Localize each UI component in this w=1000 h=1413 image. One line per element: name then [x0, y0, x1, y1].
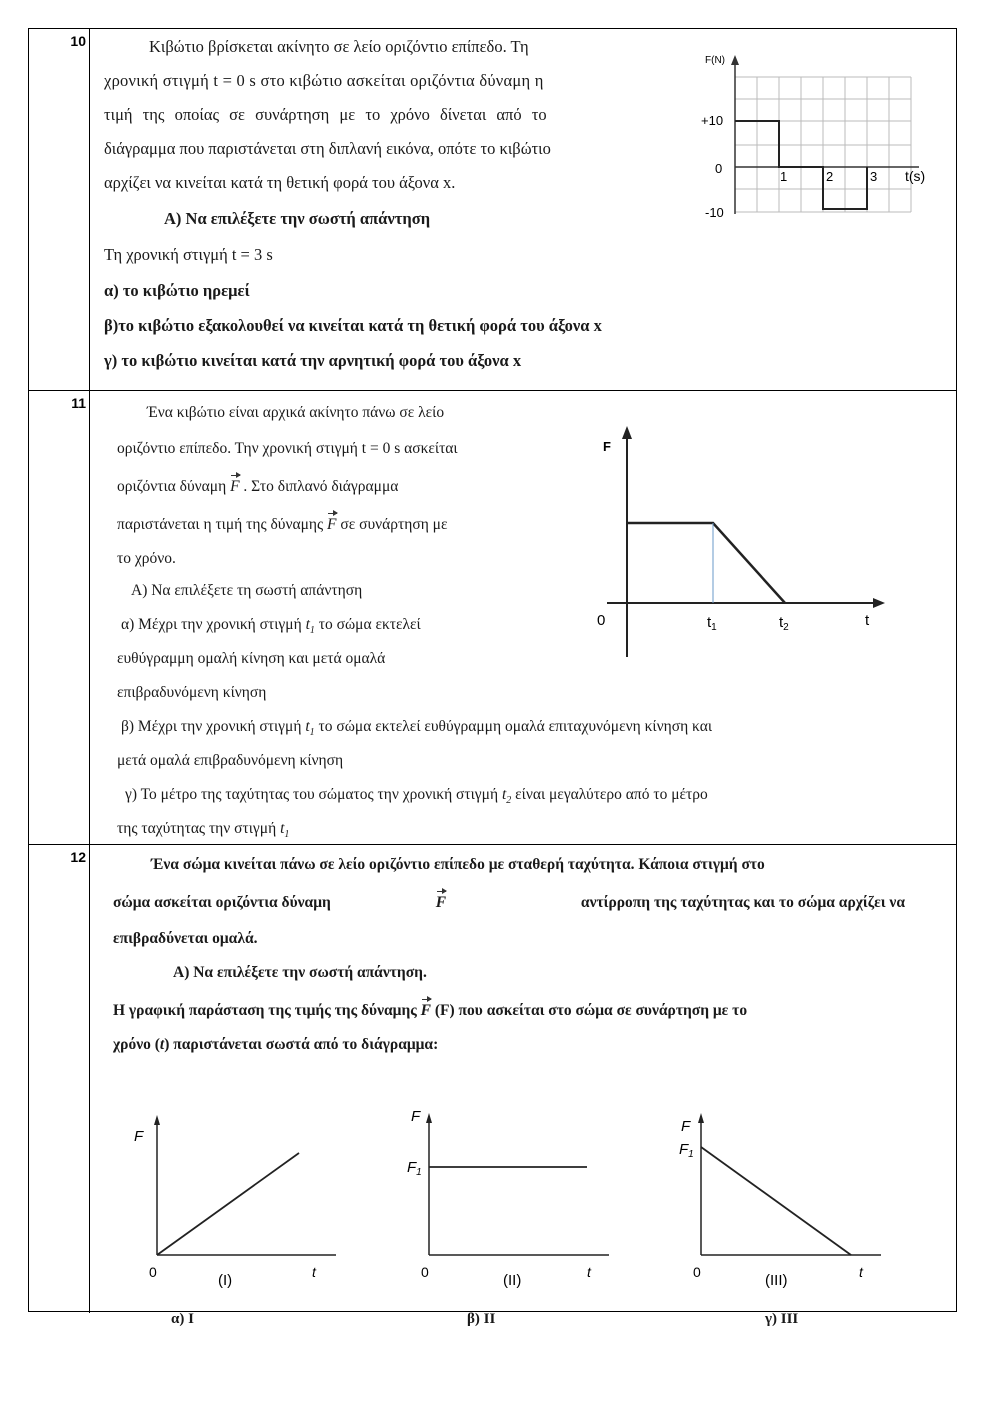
force-line: [701, 1147, 851, 1255]
q12-option-b[interactable]: β) II: [467, 1311, 496, 1327]
force-vector-symbol: F: [327, 516, 337, 533]
q12-text-line-2: σώμα ασκείται οριζόντια δύναμη F αντίρροπη της ταχύτητας και το σώμα αρχίζει να: [113, 894, 905, 911]
q12-option-a[interactable]: α) I: [171, 1311, 194, 1327]
x-axis-label: t(s): [905, 168, 926, 184]
q11-option-b[interactable]: β) Μέχρι την χρονική στιγμή $t_1$ το σώμα εκτελεί ευθύγραμμη ομαλά επιταχυνόμενη κίνηση και: [121, 718, 713, 739]
q12-text-line-3: επιβραδύνεται ομαλά.: [113, 930, 258, 947]
origin-label: 0: [149, 1264, 157, 1280]
q12-text-line-5: χρόνο (t) παριστάνεται σωστά από το διάγραμμα:: [113, 1036, 439, 1053]
y-axis-arrow: [731, 55, 739, 65]
f1-label: $F_1$: [679, 1141, 694, 1160]
force-vector-symbol: F: [420, 1002, 431, 1019]
t1-label: $t_1$: [707, 614, 717, 633]
graph-caption: (III): [765, 1272, 788, 1289]
y-axis-label: F: [411, 1108, 421, 1125]
question-10-row: [29, 29, 956, 391]
q11-option-c-line-2: της ταχύτητας την στιγμή $t_1$: [117, 820, 290, 841]
y-axis-arrow: [426, 1113, 432, 1123]
y-tick-0: 0: [715, 161, 723, 176]
question-11-row: [29, 391, 956, 845]
x-axis-label: t: [312, 1264, 316, 1280]
q11-text-line-2: οριζόντιο επίπεδο. Την χρονική στιγμή t = 0 s ασκείται: [117, 440, 458, 457]
x-axis-arrow: [873, 598, 885, 608]
q10-text-line-4: διάγραμμα που παριστάνεται στη διπλανή εικόνα, οπότε το κιβώτιο: [104, 139, 551, 158]
number-cell: [29, 391, 90, 844]
q10-text-line-2: χρονική στιγμή t = 0 s στο κιβώτιο ασκείται οριζόντια δύναμη η: [104, 71, 544, 90]
y-axis-arrow: [622, 426, 632, 439]
question-number: 10: [70, 33, 86, 49]
q11-instruction: Α) Να επιλέξετε τη σωστή απάντηση: [131, 582, 363, 599]
origin-label: 0: [421, 1264, 429, 1280]
x-axis-label: t: [587, 1264, 591, 1280]
graph-caption: (II): [503, 1272, 522, 1289]
y-axis-arrow: [698, 1113, 704, 1123]
y-axis-label: F: [681, 1118, 691, 1135]
t2-label: $t_2$: [779, 614, 789, 633]
q11-option-a-line-2: ευθύγραμμη ομαλή κίνηση και μετά ομαλά: [117, 650, 386, 667]
q10-instruction: Α) Να επιλέξετε την σωστή απάντηση: [164, 209, 431, 228]
q11-option-c[interactable]: γ) Το μέτρο της ταχύτητας του σώματος την χρονική στιγμή $t_2$ είναι μεγαλύτερο από το μέτρο: [125, 786, 708, 807]
force-line: [627, 523, 785, 603]
number-cell: [29, 29, 90, 390]
y-tick-minus10: -10: [705, 205, 724, 219]
q12-option-c[interactable]: γ) III: [765, 1311, 799, 1327]
y-axis-arrow: [154, 1115, 160, 1125]
q11-text-line-3: οριζόντια δύναμη F . Στο διπλανό διάγραμμα: [117, 478, 399, 495]
q12-graph-II: [397, 1097, 637, 1297]
graph-caption: (I): [218, 1272, 233, 1289]
x-axis-label: t: [859, 1264, 863, 1280]
y-axis-label: F: [603, 439, 611, 454]
y-tick-plus10: +10: [701, 113, 724, 128]
x-tick-3: 3: [870, 169, 878, 184]
q11-text-line-1: Ένα κιβώτιο είναι αρχικά ακίνητο πάνω σε λείο: [147, 404, 445, 421]
x-tick-1: 1: [780, 169, 788, 184]
q10-option-a[interactable]: α) το κιβώτιο ηρεμεί: [104, 281, 250, 300]
y-axis-label: F: [134, 1128, 144, 1145]
q11-text-line-5: το χρόνο.: [117, 550, 176, 567]
q11-force-time-graph: [589, 421, 909, 661]
q12-text-line-4: Η γραφική παράσταση της τιμής της δύναμης F (F) που ασκείται στο σώμα σε συνάρτηση με το: [113, 1002, 748, 1019]
y-axis-label: F(N): [705, 55, 725, 66]
q10-force-time-graph: [659, 49, 929, 219]
q11-option-a-line-3: επιβραδυνόμενη κίνηση: [117, 684, 267, 701]
q12-graph-III: [669, 1097, 909, 1297]
force-line: [157, 1153, 299, 1255]
question-12-row: [29, 845, 956, 1327]
number-cell: [29, 845, 90, 1313]
x-tick-2: 2: [826, 169, 834, 184]
q11-text-line-4: παριστάνεται η τιμή της δύναμης F σε συνάρτηση με: [117, 516, 448, 533]
question-number: 12: [70, 849, 86, 865]
q12-text-line-1: Ένα σώμα κινείται πάνω σε λείο οριζόντιο επίπεδο με σταθερή ταχύτητα. Κάποια στιγμή στο: [151, 856, 765, 873]
origin-label: 0: [693, 1264, 701, 1280]
q10-text-line-5: αρχίζει να κινείται κατά τη θετική φορά του άξονα x.: [104, 173, 456, 192]
questions-table: [28, 28, 957, 1327]
origin-label: 0: [597, 612, 606, 629]
f1-label: $F_1$: [407, 1159, 422, 1178]
question-number: 11: [71, 395, 86, 411]
q10-text-line-3: τιμή της οποίας σε συνάρτηση με το χρόνο δίνεται από το: [104, 105, 547, 124]
q12-instruction: Α) Να επιλέξετε την σωστή απάντηση.: [173, 964, 427, 981]
q11-option-a[interactable]: α) Μέχρι την χρονική στιγμή $t_1$ το σώμα εκτελεί: [121, 616, 421, 637]
x-axis-label: t: [865, 612, 870, 629]
q10-prompt: Τη χρονική στιγμή t = 3 s: [104, 245, 273, 264]
q10-option-b[interactable]: β)το κιβώτιο εξακολουθεί να κινείται κατά τη θετική φορά του άξονα x: [104, 316, 602, 335]
q11-option-b-line-2: μετά ομαλά επιβραδυνόμενη κίνηση: [117, 752, 344, 769]
q10-text-line-1: Κιβώτιο βρίσκεται ακίνητο σε λείο οριζόντιο επίπεδο. Τη: [149, 37, 529, 56]
force-vector-symbol: F: [230, 478, 240, 495]
force-vector-symbol: F: [435, 894, 447, 911]
q12-graph-I: [124, 1107, 354, 1297]
q10-option-c[interactable]: γ) το κιβώτιο κινείται κατά την αρνητική φορά του άξονα x: [104, 351, 522, 370]
